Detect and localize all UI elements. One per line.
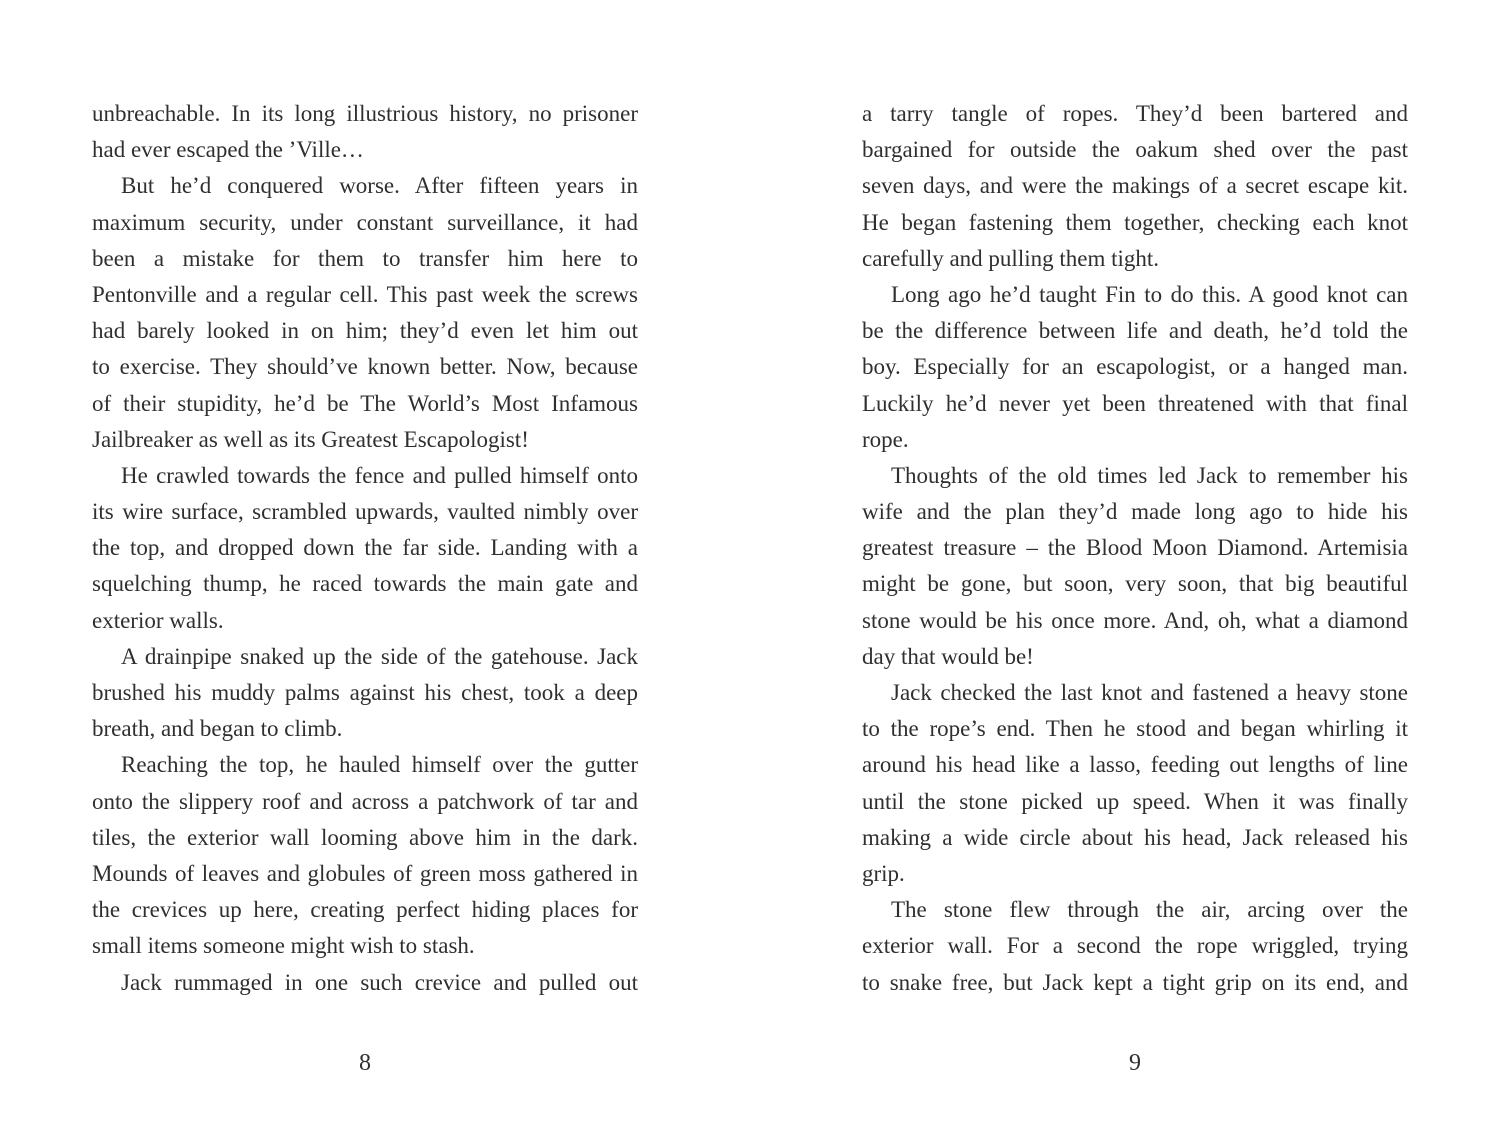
text-line: seven days, and were the makings of a secret escape kit. — [862, 173, 1408, 199]
text-line: making a wide circle about his head, Jack released his — [862, 824, 1408, 850]
text-line: onto the slippery roof and across a patchwork of tar and — [92, 788, 638, 814]
text-line: bargained for outside the oakum shed over the past — [862, 137, 1408, 163]
text-line: the crevices up here, creating perfect hiding places for — [92, 897, 638, 923]
text-line: The stone flew through the air, arcing over the — [891, 897, 1408, 923]
page-number-left: 8 — [359, 1050, 371, 1076]
text-line: day that would be! — [862, 643, 1034, 669]
text-line: He began fastening them together, checking each knot — [862, 209, 1408, 235]
text-line: rope. — [862, 426, 909, 452]
text-line: to exercise. They should’ve known better. Now, because — [92, 354, 638, 380]
text-line: been a mistake for them to transfer him here to — [92, 245, 638, 271]
text-line: carefully and pulling them tight. — [862, 245, 1160, 271]
text-line: had barely looked in on him; they’d even let him out — [92, 318, 638, 344]
text-line: wife and the plan they’d made long ago to hide his — [862, 499, 1408, 525]
text-line: Long ago he’d taught Fin to do this. A good knot can — [891, 281, 1408, 307]
text-line: maximum security, under constant surveillance, it had — [92, 209, 638, 235]
text-line: tiles, the exterior wall looming above him in the dark. — [92, 824, 638, 850]
text-line: around his head like a lasso, feeding out lengths of line — [862, 752, 1408, 778]
text-line: small items someone might wish to stash. — [92, 933, 475, 959]
text-line: Mounds of leaves and globules of green moss gathered in — [92, 860, 638, 886]
text-line: boy. Especially for an escapologist, or a hanged man. — [862, 354, 1408, 380]
page-number-right: 9 — [1129, 1050, 1141, 1076]
text-line: the top, and dropped down the far side. Landing with a — [92, 535, 638, 561]
page-right — [862, 0, 1408, 1143]
text-line: to snake free, but Jack kept a tight grip on its end, and — [862, 969, 1408, 995]
text-line: unbreachable. In its long illustrious history, no prisoner — [92, 101, 638, 126]
page-left — [92, 0, 638, 1143]
text-line: of their stupidity, he’d be The World’s Most Infamous — [92, 390, 638, 416]
text-line: A drainpipe snaked up the side of the gatehouse. Jack — [121, 643, 638, 669]
text-line: brushed his muddy palms against his chest, took a deep — [92, 680, 638, 705]
text-line: stone would be his once more. And, oh, what a diamond — [862, 607, 1408, 633]
text-line: might be gone, but soon, very soon, that big beautiful — [862, 571, 1408, 597]
text-line: a tarry tangle of ropes. They’d been bartered and — [862, 101, 1408, 126]
text-line: But he’d conquered worse. After fifteen years in — [121, 173, 638, 199]
text-line: be the difference between life and death, he’d told the — [862, 318, 1408, 344]
text-line: Pentonville and a regular cell. This past week the screws — [92, 281, 638, 307]
text-line: its wire surface, scrambled upwards, vaulted nimbly over — [92, 499, 638, 525]
text-line: Reaching the top, he hauled himself over the gutter — [121, 752, 638, 778]
text-line: until the stone picked up speed. When it was finally — [862, 788, 1408, 814]
page-right-text — [862, 96, 1408, 1001]
page-left-text — [92, 96, 638, 1001]
text-line: Jack rummaged in one such crevice and pulled out — [121, 969, 638, 995]
text-line: exterior walls. — [92, 607, 224, 633]
text-line: Jailbreaker as well as its Greatest Escapologist! — [92, 426, 529, 452]
text-line: exterior wall. For a second the rope wriggled, trying — [862, 933, 1408, 959]
text-line: greatest treasure – the Blood Moon Diamond. Artemisia — [862, 535, 1408, 561]
text-line: breath, and began to climb. — [92, 716, 343, 742]
text-line: Thoughts of the old times led Jack to remember his — [891, 462, 1408, 488]
text-line: He crawled towards the fence and pulled himself onto — [121, 462, 638, 488]
text-line: squelching thump, he raced towards the main gate and — [92, 571, 638, 597]
text-line: to the rope’s end. Then he stood and began whirling it — [862, 716, 1408, 742]
text-line: had ever escaped the ’Ville… — [92, 137, 364, 163]
text-line: grip. — [862, 860, 905, 886]
text-line: Jack checked the last knot and fastened a heavy stone — [891, 680, 1408, 705]
text-line: Luckily he’d never yet been threatened with that final — [862, 390, 1408, 416]
